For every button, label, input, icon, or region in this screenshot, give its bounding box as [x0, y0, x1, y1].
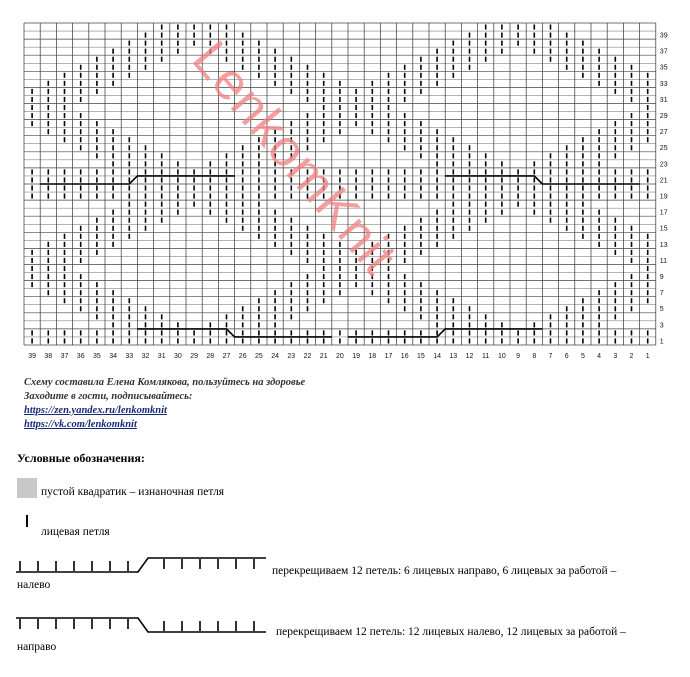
row-number: 3	[659, 322, 664, 330]
column-number: 30	[174, 353, 182, 360]
vk-link[interactable]: https://vk.com/lenkomknit	[24, 419, 137, 430]
column-number: 4	[597, 353, 602, 360]
column-number: 28	[206, 353, 215, 360]
column-number: 35	[93, 353, 101, 360]
column-number: 6	[564, 353, 569, 360]
row-number: 29	[659, 112, 668, 120]
column-number: 32	[141, 353, 150, 360]
column-number: 34	[109, 353, 117, 360]
column-number: 25	[255, 353, 263, 360]
row-number: 33	[659, 80, 668, 88]
credits-author: Схему составила Елена Комлякова, пользуйтесь на здоровье	[24, 377, 306, 388]
knit-symbol	[26, 515, 28, 527]
zen-link[interactable]: https://zen.yandex.ru/lenkomknit	[24, 405, 167, 416]
column-number: 21	[319, 353, 328, 360]
cable-left-symbol	[14, 613, 274, 637]
column-number: 19	[352, 353, 360, 360]
column-number: 33	[125, 353, 134, 360]
credits	[24, 376, 305, 432]
column-number: 2	[629, 353, 634, 360]
purl-swatch	[17, 478, 37, 498]
column-number: 13	[449, 353, 458, 360]
purl-legend-text: пустой квадратик – изнаночная петля	[41, 486, 225, 498]
column-number: 39	[28, 353, 36, 360]
column-number: 23	[287, 353, 296, 360]
watermark: LenkomKnit	[180, 30, 409, 286]
column-number: 7	[548, 353, 553, 360]
column-number: 31	[157, 353, 166, 360]
row-number: 11	[659, 257, 668, 265]
row-number: 5	[659, 306, 664, 314]
cable-right-text-2: налево	[17, 579, 51, 591]
credits-subscribe: Заходите в гости, подписывайтесь:	[24, 391, 193, 402]
column-number: 14	[433, 353, 441, 360]
column-number: 38	[44, 353, 53, 360]
row-number: 17	[659, 209, 668, 217]
column-number: 18	[368, 353, 377, 360]
column-numbers	[28, 353, 650, 360]
column-number: 24	[271, 353, 279, 360]
row-number: 1	[659, 338, 664, 346]
column-number: 11	[482, 353, 490, 360]
cable-right-symbol	[14, 553, 274, 577]
row-number: 35	[659, 64, 668, 72]
cable-left-text: перекрещиваем 12 петель: 12 лицевых налево, 12 лицевых за работой –	[276, 626, 626, 638]
column-number: 12	[465, 353, 474, 360]
column-number: 15	[417, 353, 425, 360]
column-number: 27	[222, 353, 231, 360]
row-number: 9	[659, 273, 664, 281]
cable-right-text: перекрещиваем 12 петель: 6 лицевых направо, 6 лицевых за работой –	[272, 565, 617, 577]
row-number: 39	[659, 32, 668, 40]
column-number: 37	[60, 353, 69, 360]
legend-title: Условные обозначения:	[17, 451, 145, 465]
row-number: 15	[659, 225, 668, 233]
row-number: 31	[659, 96, 668, 104]
column-number: 10	[498, 353, 506, 360]
column-number: 1	[645, 353, 650, 360]
column-number: 3	[613, 353, 618, 360]
column-number: 17	[384, 353, 393, 360]
column-number: 36	[76, 353, 85, 360]
column-number: 26	[238, 353, 247, 360]
cable-left-text-2: направо	[17, 641, 57, 653]
row-number: 25	[659, 145, 668, 153]
row-number: 19	[659, 193, 668, 201]
row-number: 27	[659, 129, 668, 137]
knit-legend-text: лицевая петля	[41, 526, 110, 538]
column-number: 20	[336, 353, 344, 360]
column-number: 9	[516, 353, 521, 360]
column-number: 8	[532, 353, 537, 360]
row-number: 13	[659, 241, 668, 249]
row-number: 7	[659, 290, 664, 298]
row-numbers	[660, 32, 668, 345]
row-number: 23	[659, 161, 668, 169]
column-number: 5	[580, 353, 585, 360]
column-number: 29	[190, 353, 198, 360]
row-number: 37	[659, 48, 668, 56]
column-number: 16	[400, 353, 409, 360]
row-number: 21	[659, 177, 668, 185]
column-number: 22	[303, 353, 312, 360]
